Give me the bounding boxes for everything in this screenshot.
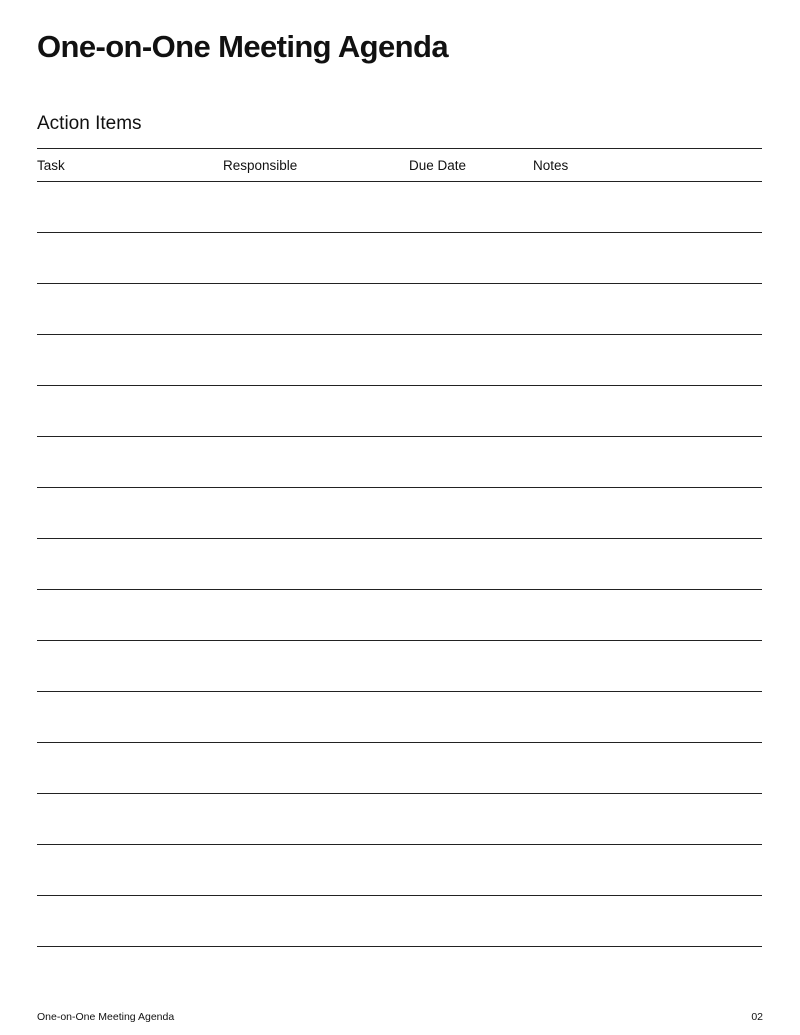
table-row <box>37 590 762 641</box>
table-row <box>37 794 762 845</box>
column-header-responsible: Responsible <box>223 158 298 173</box>
table-row <box>37 845 762 896</box>
column-header-due-date: Due Date <box>409 158 467 173</box>
action-items-table <box>37 148 762 947</box>
footer-document-name: One-on-One Meeting Agenda <box>37 1011 175 1023</box>
table-row <box>37 182 762 233</box>
table-header-row <box>37 148 762 182</box>
footer-page-number: 02 <box>751 1011 763 1023</box>
table-row <box>37 335 762 386</box>
table-row <box>37 539 762 590</box>
table-row <box>37 386 762 437</box>
table-row <box>37 488 762 539</box>
table-row <box>37 284 762 335</box>
table-row <box>37 743 762 794</box>
page-title: One-on-One Meeting Agenda <box>37 29 448 64</box>
column-header-task: Task <box>37 158 65 173</box>
column-header-notes: Notes <box>533 158 569 173</box>
section-title-action-items: Action Items <box>37 113 142 134</box>
table-row <box>37 641 762 692</box>
table-row <box>37 437 762 488</box>
table-body <box>37 182 762 947</box>
table-row <box>37 233 762 284</box>
table-row <box>37 896 762 947</box>
table-row <box>37 692 762 743</box>
